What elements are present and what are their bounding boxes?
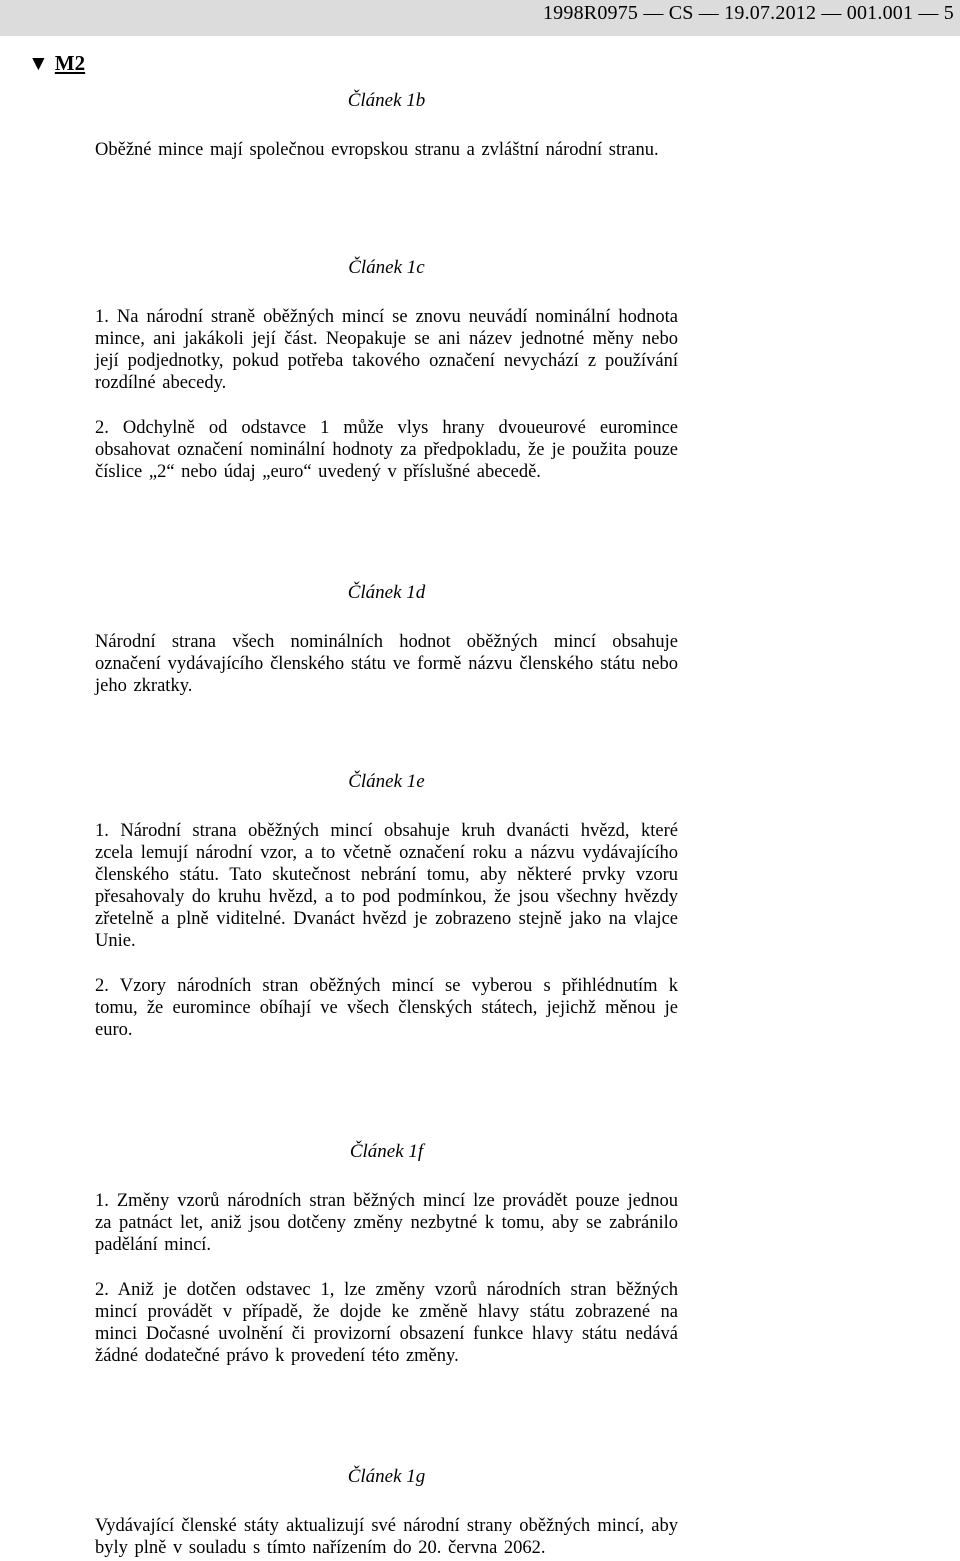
- triangle-down-icon: ▼: [28, 51, 49, 75]
- article-paragraph: Vydávající členské státy aktualizují své národní strany oběžných mincí, aby byly plně v souladu s tímto nařízením do 20. června 2062.: [95, 1516, 678, 1558]
- article-paragraph: Národní strana všech nominálních hodnot oběžných mincí obsahuje označení vydávajícího členského státu ve formě názvu členského státu nebo jeho zkratky.: [95, 632, 678, 696]
- article-paragraph: 1. Národní strana oběžných mincí obsahuje kruh dvanácti hvězd, které zcela lemují národní vzor, a to včetně označení roku a názvu vydávajícího členského státu. Tato skutečnost nebrání tomu, aby některé prvky vzoru přesahovaly do kruhu hvězd, a to pod podmínkou, že jsou všechny hvězdy zřetelně a plně viditelné. Dvanáct hvězd je zobrazeno stejně jako na vlajce Unie.: [95, 821, 678, 951]
- article-paragraph: 2. Aniž je dotčen odstavec 1, lze změny vzorů národních stran běžných mincí provádět v případě, že dojde ke změně hlavy státu zobrazené na minci Dočasné uvolnění či provizorní obsazení funkce hlavy státu nedává žádné dodatečné právo k provedení této změny.: [95, 1280, 678, 1366]
- article-paragraph: 2. Vzory národních stran oběžných mincí se vyberou s přihlédnutím k tomu, že euromince obíhají ve všech členských státech, jejichž měnou je euro.: [95, 976, 678, 1040]
- document-reference: 1998R0975 — CS — 19.07.2012 — 001.001 — 5: [542, 2, 954, 24]
- article-paragraph: 2. Odchylně od odstavce 1 může vlys hrany dvoueurové euromince obsahovat označení nominální hodnoty za předpokladu, že je použita pouze číslice „2“ nebo údaj „euro“ uvedený v příslušné abecedě.: [95, 418, 678, 482]
- article-paragraph: 1. Změny vzorů národních stran běžných mincí lze provádět pouze jednou za patnáct let, aniž jsou dotčeny změny nezbytné k tomu, aby se zabránilo padělání mincí.: [95, 1191, 678, 1255]
- article-body-1e: [95, 820, 678, 1041]
- article-title-1g: Článek 1g: [347, 1466, 426, 1487]
- document-header-bar: [0, 0, 960, 36]
- article-title-1d: Článek 1d: [347, 582, 426, 603]
- article-title-1c: Článek 1c: [348, 257, 425, 278]
- article-body-1g: [95, 1515, 678, 1559]
- article-title-1f: Článek 1f: [349, 1141, 424, 1162]
- article-paragraph: 1. Na národní straně oběžných mincí se znovu neuvádí nominální hodnota mince, ani jakákoli její část. Neopakuje se ani název jednotné měny nebo její podjednotky, pokud potřeba takového označení nevychází z používání rozdílné abecedy.: [95, 307, 678, 393]
- amendment-marker: [28, 51, 85, 76]
- article-title-1b: Článek 1b: [347, 90, 426, 111]
- article-title-1e: Článek 1e: [348, 771, 425, 792]
- amendment-label: M2: [54, 51, 86, 75]
- article-body-1b: [95, 139, 678, 161]
- article-paragraph: Oběžné mince mají společnou evropskou stranu a zvláštní národní stranu.: [95, 140, 659, 160]
- article-body-1f: [95, 1190, 678, 1367]
- article-body-1d: [95, 631, 678, 697]
- article-body-1c: [95, 306, 678, 483]
